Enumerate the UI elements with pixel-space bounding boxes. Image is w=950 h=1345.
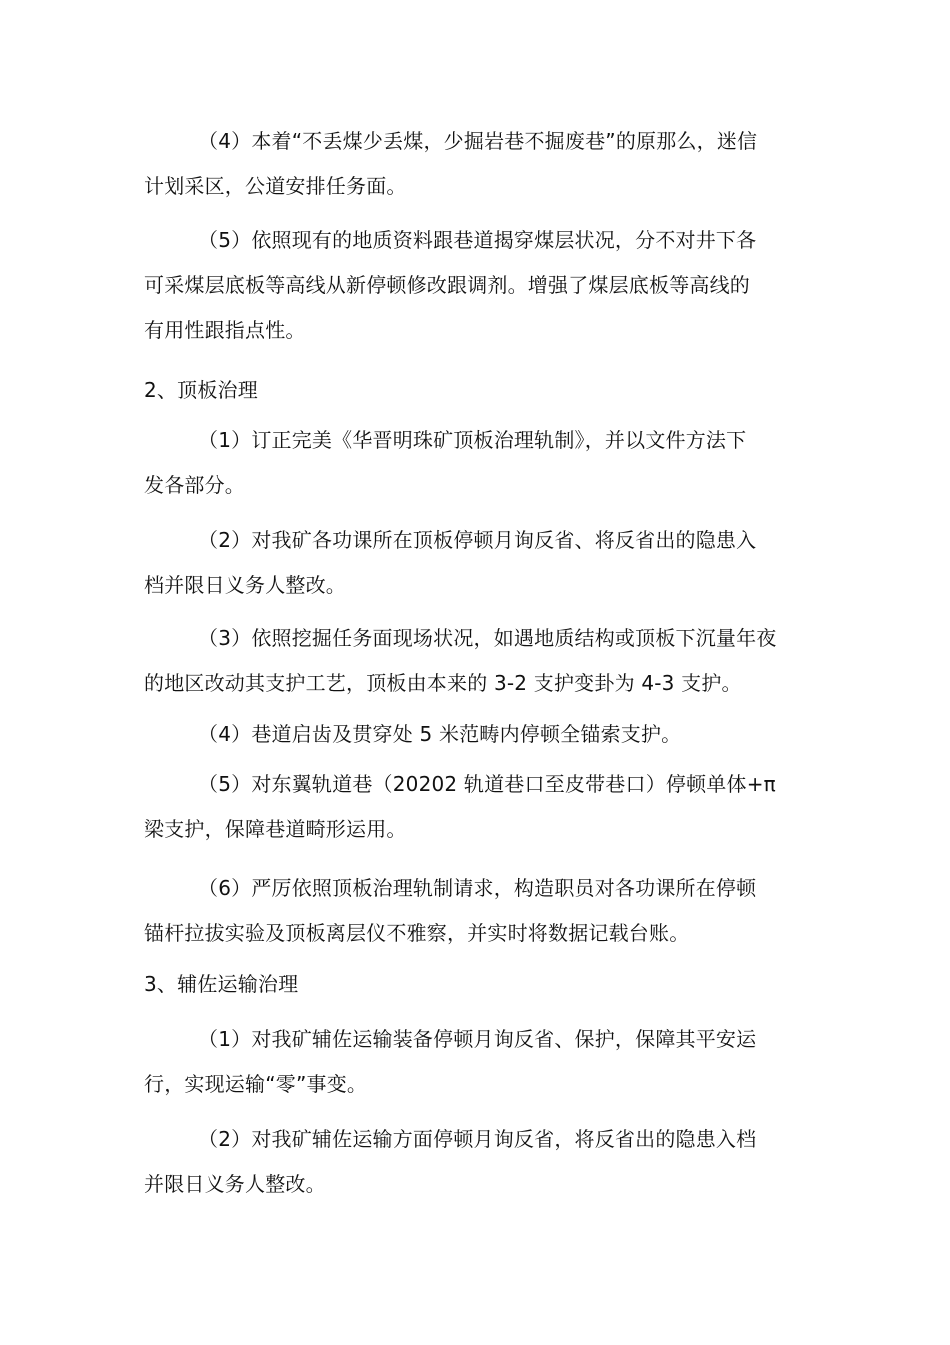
paragraph-line: （3）依照挖掘任务面现场状况，如遇地质结构或顶板下沉量年夜: [198, 626, 777, 650]
paragraph-line: 锚杆拉拔实验及顶板离层仪不雅察，并实时将数据记载台账。: [144, 921, 690, 945]
paragraph-line: 计划采区，公道安排任务面。: [144, 174, 407, 198]
paragraph-line: （2）对我矿各功课所在顶板停顿月询反省、将反省出的隐患入: [198, 528, 757, 552]
paragraph-transport-2: [144, 1117, 804, 1207]
paragraph-5-contour-update: [144, 218, 804, 353]
paragraph-line: 档并限日义务人整改。: [144, 573, 346, 597]
paragraph-roof-3: [144, 616, 804, 706]
paragraph-roof-5: [144, 762, 804, 852]
paragraph-line: 的地区改动其支护工艺，顶板由本来的 3-2 支护变卦为 4-3 支护。: [144, 671, 742, 695]
paragraph-line: （5）对东翼轨道巷（20202 轨道巷口至皮带巷口）停顿单体+π: [198, 772, 776, 796]
paragraph-line: 有用性跟指点性。: [144, 318, 306, 342]
section-heading: 3、辅佐运输治理: [144, 972, 299, 996]
paragraph-roof-1: [144, 418, 804, 508]
paragraph-line: （6）严厉依照顶板治理轨制请求，构造职员对各功课所在停顿: [198, 876, 757, 900]
paragraph-line: （4）本着“不丢煤少丢煤，少掘岩巷不掘废巷”的原那么，迷信: [198, 129, 758, 153]
paragraph-line: （2）对我矿辅佐运输方面停顿月询反省，将反省出的隐患入档: [198, 1127, 757, 1151]
paragraph-roof-6: [144, 866, 804, 956]
section-heading-roof-management: [144, 368, 804, 413]
paragraph-line: 可采煤层底板等高线从新停顿修改跟调剂。增强了煤层底板等高线的: [144, 273, 750, 297]
section-heading: 2、顶板治理: [144, 378, 258, 402]
paragraph-transport-1: [144, 1017, 804, 1107]
paragraph-line: （1）对我矿辅佐运输装备停顿月询反省、保护，保障其平安运: [198, 1027, 757, 1051]
paragraph-line: 并限日义务人整改。: [144, 1172, 326, 1196]
paragraph-roof-4: [144, 712, 804, 757]
paragraph-line: 行，实现运输“零”事变。: [144, 1072, 368, 1096]
section-heading-auxiliary-transport: [144, 962, 804, 1007]
paragraph-line: 梁支护，保障巷道畸形运用。: [144, 817, 407, 841]
paragraph-4-mining-plan: [144, 119, 804, 209]
paragraph-roof-2: [144, 518, 804, 608]
paragraph-line: （5）依照现有的地质资料跟巷道揭穿煤层状况，分不对井下各: [198, 228, 757, 252]
paragraph-line: （1）订正完美《华晋明珠矿顶板治理轨制》，并以文件方法下: [198, 428, 747, 452]
paragraph-line: 发各部分。: [144, 473, 245, 497]
paragraph-line: （4）巷道启齿及贯穿处 5 米范畴内停顿全锚索支护。: [198, 722, 682, 746]
